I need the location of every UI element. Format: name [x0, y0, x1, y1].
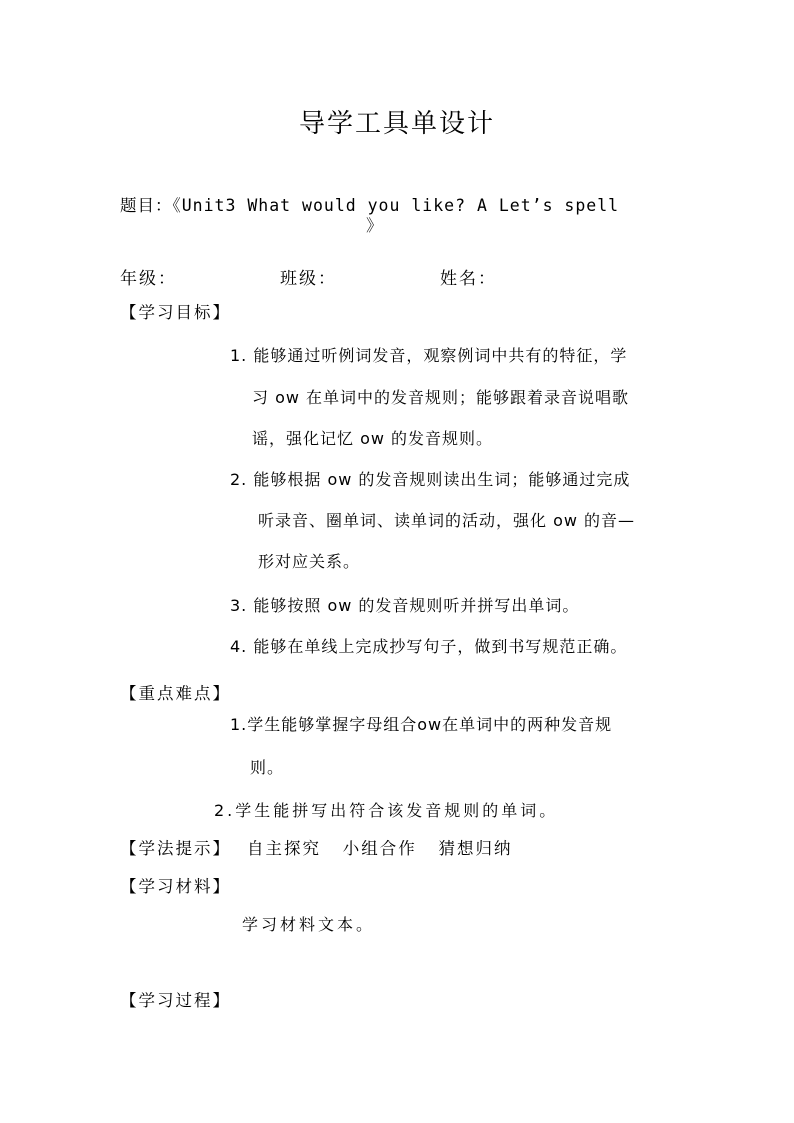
objectives-heading: 【学习目标】: [120, 303, 231, 322]
class-label: 班级：: [280, 269, 337, 289]
keypoint-1-line-2: 则。: [250, 758, 285, 777]
keypoint-1-line-1: 1.学生能够掌握字母组合ow在单词中的两种发音规: [230, 715, 613, 734]
objective-3: 3. 能够按照 ow 的发音规则听并拼写出单词。: [230, 596, 580, 615]
objective-1-line-3: 谣，强化记忆 ow 的发音规则。: [252, 429, 494, 448]
objective-4: 4. 能够在单线上完成抄写句子，做到书写规范正确。: [230, 637, 628, 656]
materials-heading: 【学习材料】: [120, 877, 231, 896]
objective-2-line-1: 2. 能够根据 ow 的发音规则读出生词；能够通过完成: [230, 470, 631, 489]
objective-2-line-3: 形对应关系。: [258, 552, 361, 571]
grade-label: 年级：: [120, 269, 177, 289]
topic-line-2: 》: [366, 216, 383, 235]
topic-line-1: 题目：《Unit3 What would you like? A Let’s spell: [120, 196, 620, 215]
methods-text: 自主探究 小组合作 猜想归纳: [247, 839, 513, 858]
keypoints-heading: 【重点难点】: [120, 684, 231, 703]
keypoint-2: 2.学生能拼写出符合该发音规则的单词。: [214, 801, 559, 820]
page-title: 导学工具单设计: [298, 109, 495, 139]
objective-1-line-2: 习 ow 在单词中的发音规则；能够跟着录音说唱歌: [252, 388, 630, 407]
objective-2-line-2: 听录音、圈单词、读单词的活动，强化 ow 的音—: [258, 511, 636, 530]
name-label: 姓名：: [440, 269, 497, 289]
process-heading: 【学习过程】: [120, 991, 231, 1010]
objective-1-line-1: 1. 能够通过听例词发音，观察例词中共有的特征，学: [230, 346, 628, 365]
materials-text: 学习材料文本。: [242, 915, 376, 934]
methods-heading: 【学法提示】: [120, 839, 231, 858]
